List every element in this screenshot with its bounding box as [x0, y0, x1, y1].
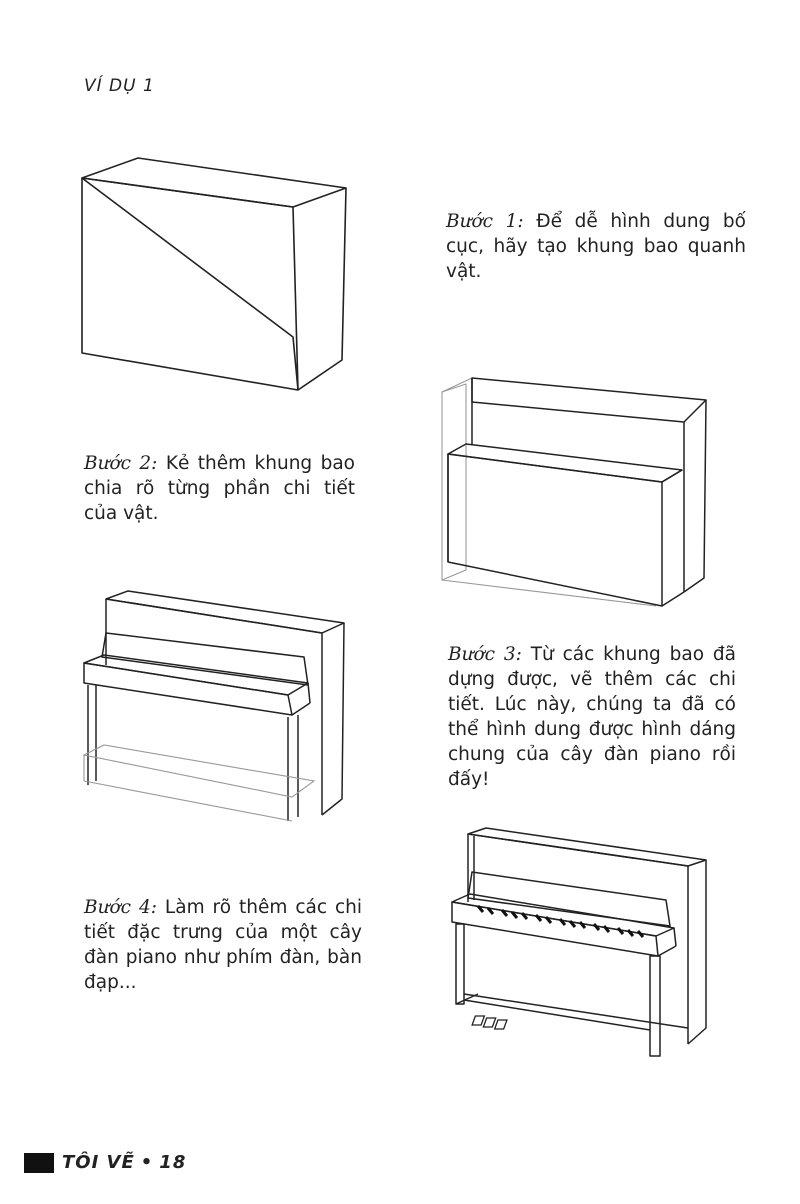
step1-label: Bước 1:	[446, 211, 524, 232]
figure-step1-box	[70, 150, 360, 400]
step4-text	[84, 895, 362, 995]
step3-body: Từ các khung bao đã dựng được, vẽ thêm các chi tiết. Lúc này, chúng ta đã có thể hình dung được hình dáng chung của cây đàn piano rồi đấy!	[448, 644, 736, 790]
step2-text	[84, 451, 355, 526]
figure-step3-piano-sketch	[78, 585, 353, 830]
page-footer	[24, 1152, 186, 1173]
step2-body: Kẻ thêm khung bao chia rõ từng phần chi tiết của vật.	[84, 453, 355, 524]
footer-title: TÔI VẼ	[62, 1152, 135, 1173]
page-number: 18	[159, 1152, 187, 1173]
step1-text	[446, 209, 746, 284]
figure-step4-piano-detailed	[444, 822, 714, 1062]
step2-label: Bước 2:	[84, 453, 158, 474]
step3-text	[448, 642, 736, 792]
figure-step2-frames	[436, 370, 716, 610]
step4-label: Bước 4:	[84, 897, 157, 918]
example-heading: VÍ DỤ 1	[84, 76, 155, 96]
step4-body: Làm rõ thêm các chi tiết đặc trưng của một cây đàn piano như phím đàn, bàn đạp...	[84, 897, 362, 993]
step3-label: Bước 3:	[448, 644, 522, 665]
footer-black-bar	[24, 1153, 54, 1173]
footer-separator: •	[140, 1152, 154, 1173]
step1-body: Để dễ hình dung bố cục, hãy tạo khung bao quanh vật.	[446, 211, 746, 282]
